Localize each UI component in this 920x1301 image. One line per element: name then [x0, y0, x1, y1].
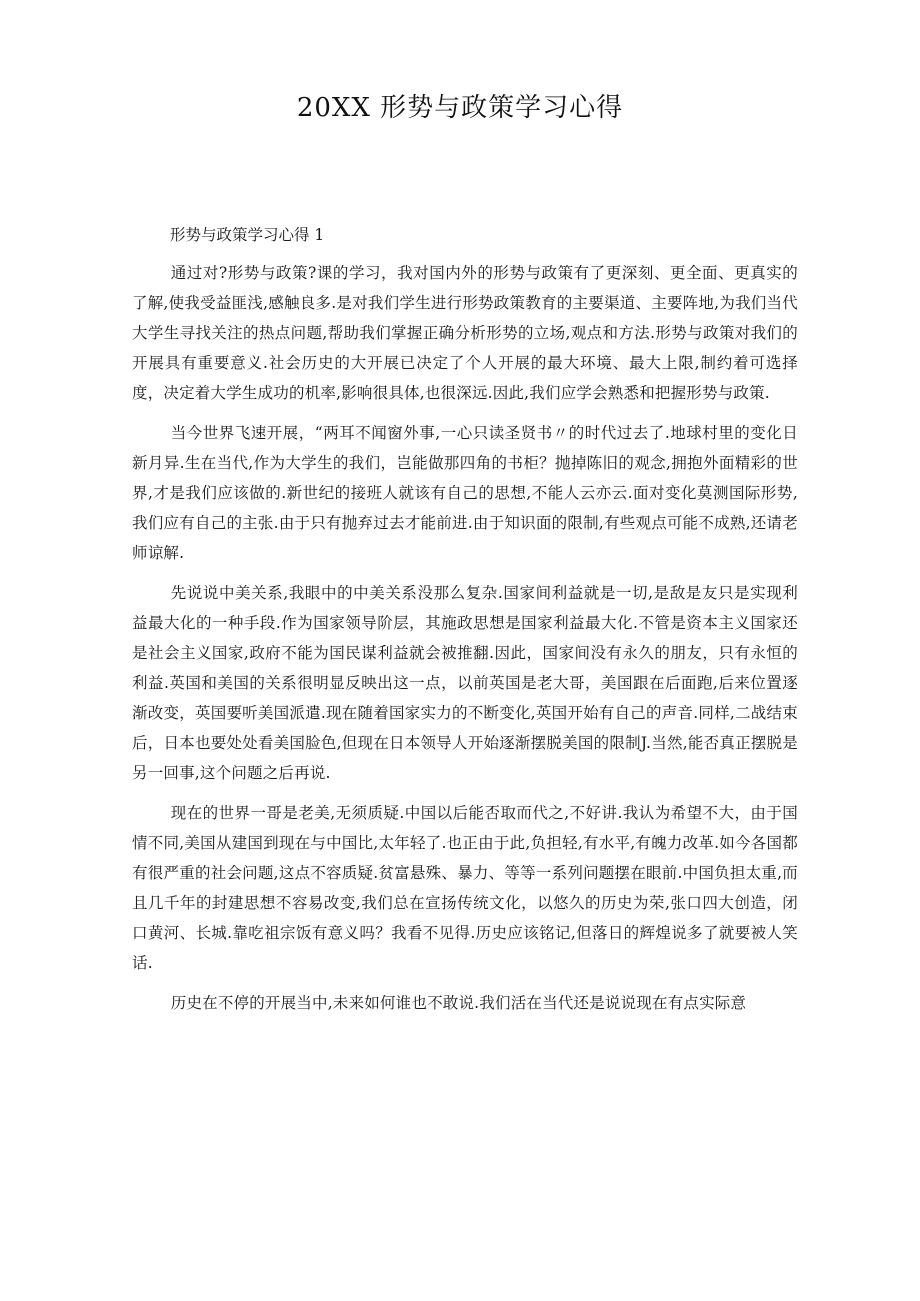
paragraph-2: 当今世界飞速开展，“两耳不闻窗外事,一心只读圣贤书〃的时代过去了.地球村里的变化日新月异.生在当代,作为大学生的我们，岂能做那四角的书柜？抛掉陈旧的观念,拥抱外面精彩的世界,才是我们应该做的.新世纪的接班人就该有自己的思想,不能人云亦云.面对变化莫测国际形势,我们应有自己的主张.由于只有抛弃过去才能前进.由于知识面的限制,有些观点可能不成熟,还请老师谅解. [132, 424, 798, 562]
paragraph-4: 现在的世界一哥是老美,无须质疑.中国以后能否取而代之,不好讲.我认为希望不大，由于国情不同,美国从建国到现在与中国比,太年轻了.也正由于此,负担轻,有水平,有魄力改革.如今各国都有很严重的社会问题,这点不容质疑.贫富悬殊、暴力、等等一系列问题摆在眼前.中国负担太重,而且几千年的封建思想不容易改变,我们总在宣扬传统文化，以悠久的历史为荣,张口四大创造，闭口黄河、长城.靠吃祖宗饭有意义吗？我看不见得.历史应该铭记,但落日的辉煌说多了就要被人笑话. [132, 804, 798, 972]
paragraph-5: 历史在不停的开展当中,未来如何谁也不敢说.我们活在当代还是说说现在有点实际意 [170, 994, 747, 1012]
section-heading: 形势与政策学习心得 1 [170, 226, 325, 244]
document-title: 20XX 形势与政策学习心得 [296, 93, 624, 123]
paragraph-3: 先说说中美关系,我眼中的中美关系没那么复杂.国家间利益就是一切,是敌是友只是实现利益最大化的一种手段.作为国家领导阶层，其施政思想是国家利益最大化.不管是资本主义国家还是社会主义国家,政府不能为国民谋利益就会被推翻.因此，国家间没有永久的朋友，只有永恒的利益.英国和美国的关系很明显反映出这一点，以前英国是老大哥，美国跟在后面跑,后来位置逐渐改变，英国要听美国派遣.现在随着国家实力的不断变化,英国开始有自己的声音.同样,二战结束后，日本也要处处看美国脸色,但现在日本领导人开始逐渐摆脱美国的限制J.当然,能否真正摆脱是另一回事,这个问题之后再说. [132, 584, 798, 782]
paragraph-1: 通过对?形势与政策?课的学习，我对国内外的形势与政策有了更深刻、更全面、更真实的了解,使我受益匪浅,感触良多.是对我们学生进行形势政策教育的主要渠道、主要阵地,为我们当代大学生寻找关注的热点问题,帮助我们掌握正确分析形势的立场,观点和方法.形势与政策对我们的开展具有重要意义.社会历史的大开展已决定了个人开展的最大环境、最大上限,制约着可选择度，决定着大学生成功的机率,影响很具体,也很深远.因此,我们应学会熟悉和把握形势与政策. [132, 264, 798, 402]
document-body [132, 258, 798, 1028]
